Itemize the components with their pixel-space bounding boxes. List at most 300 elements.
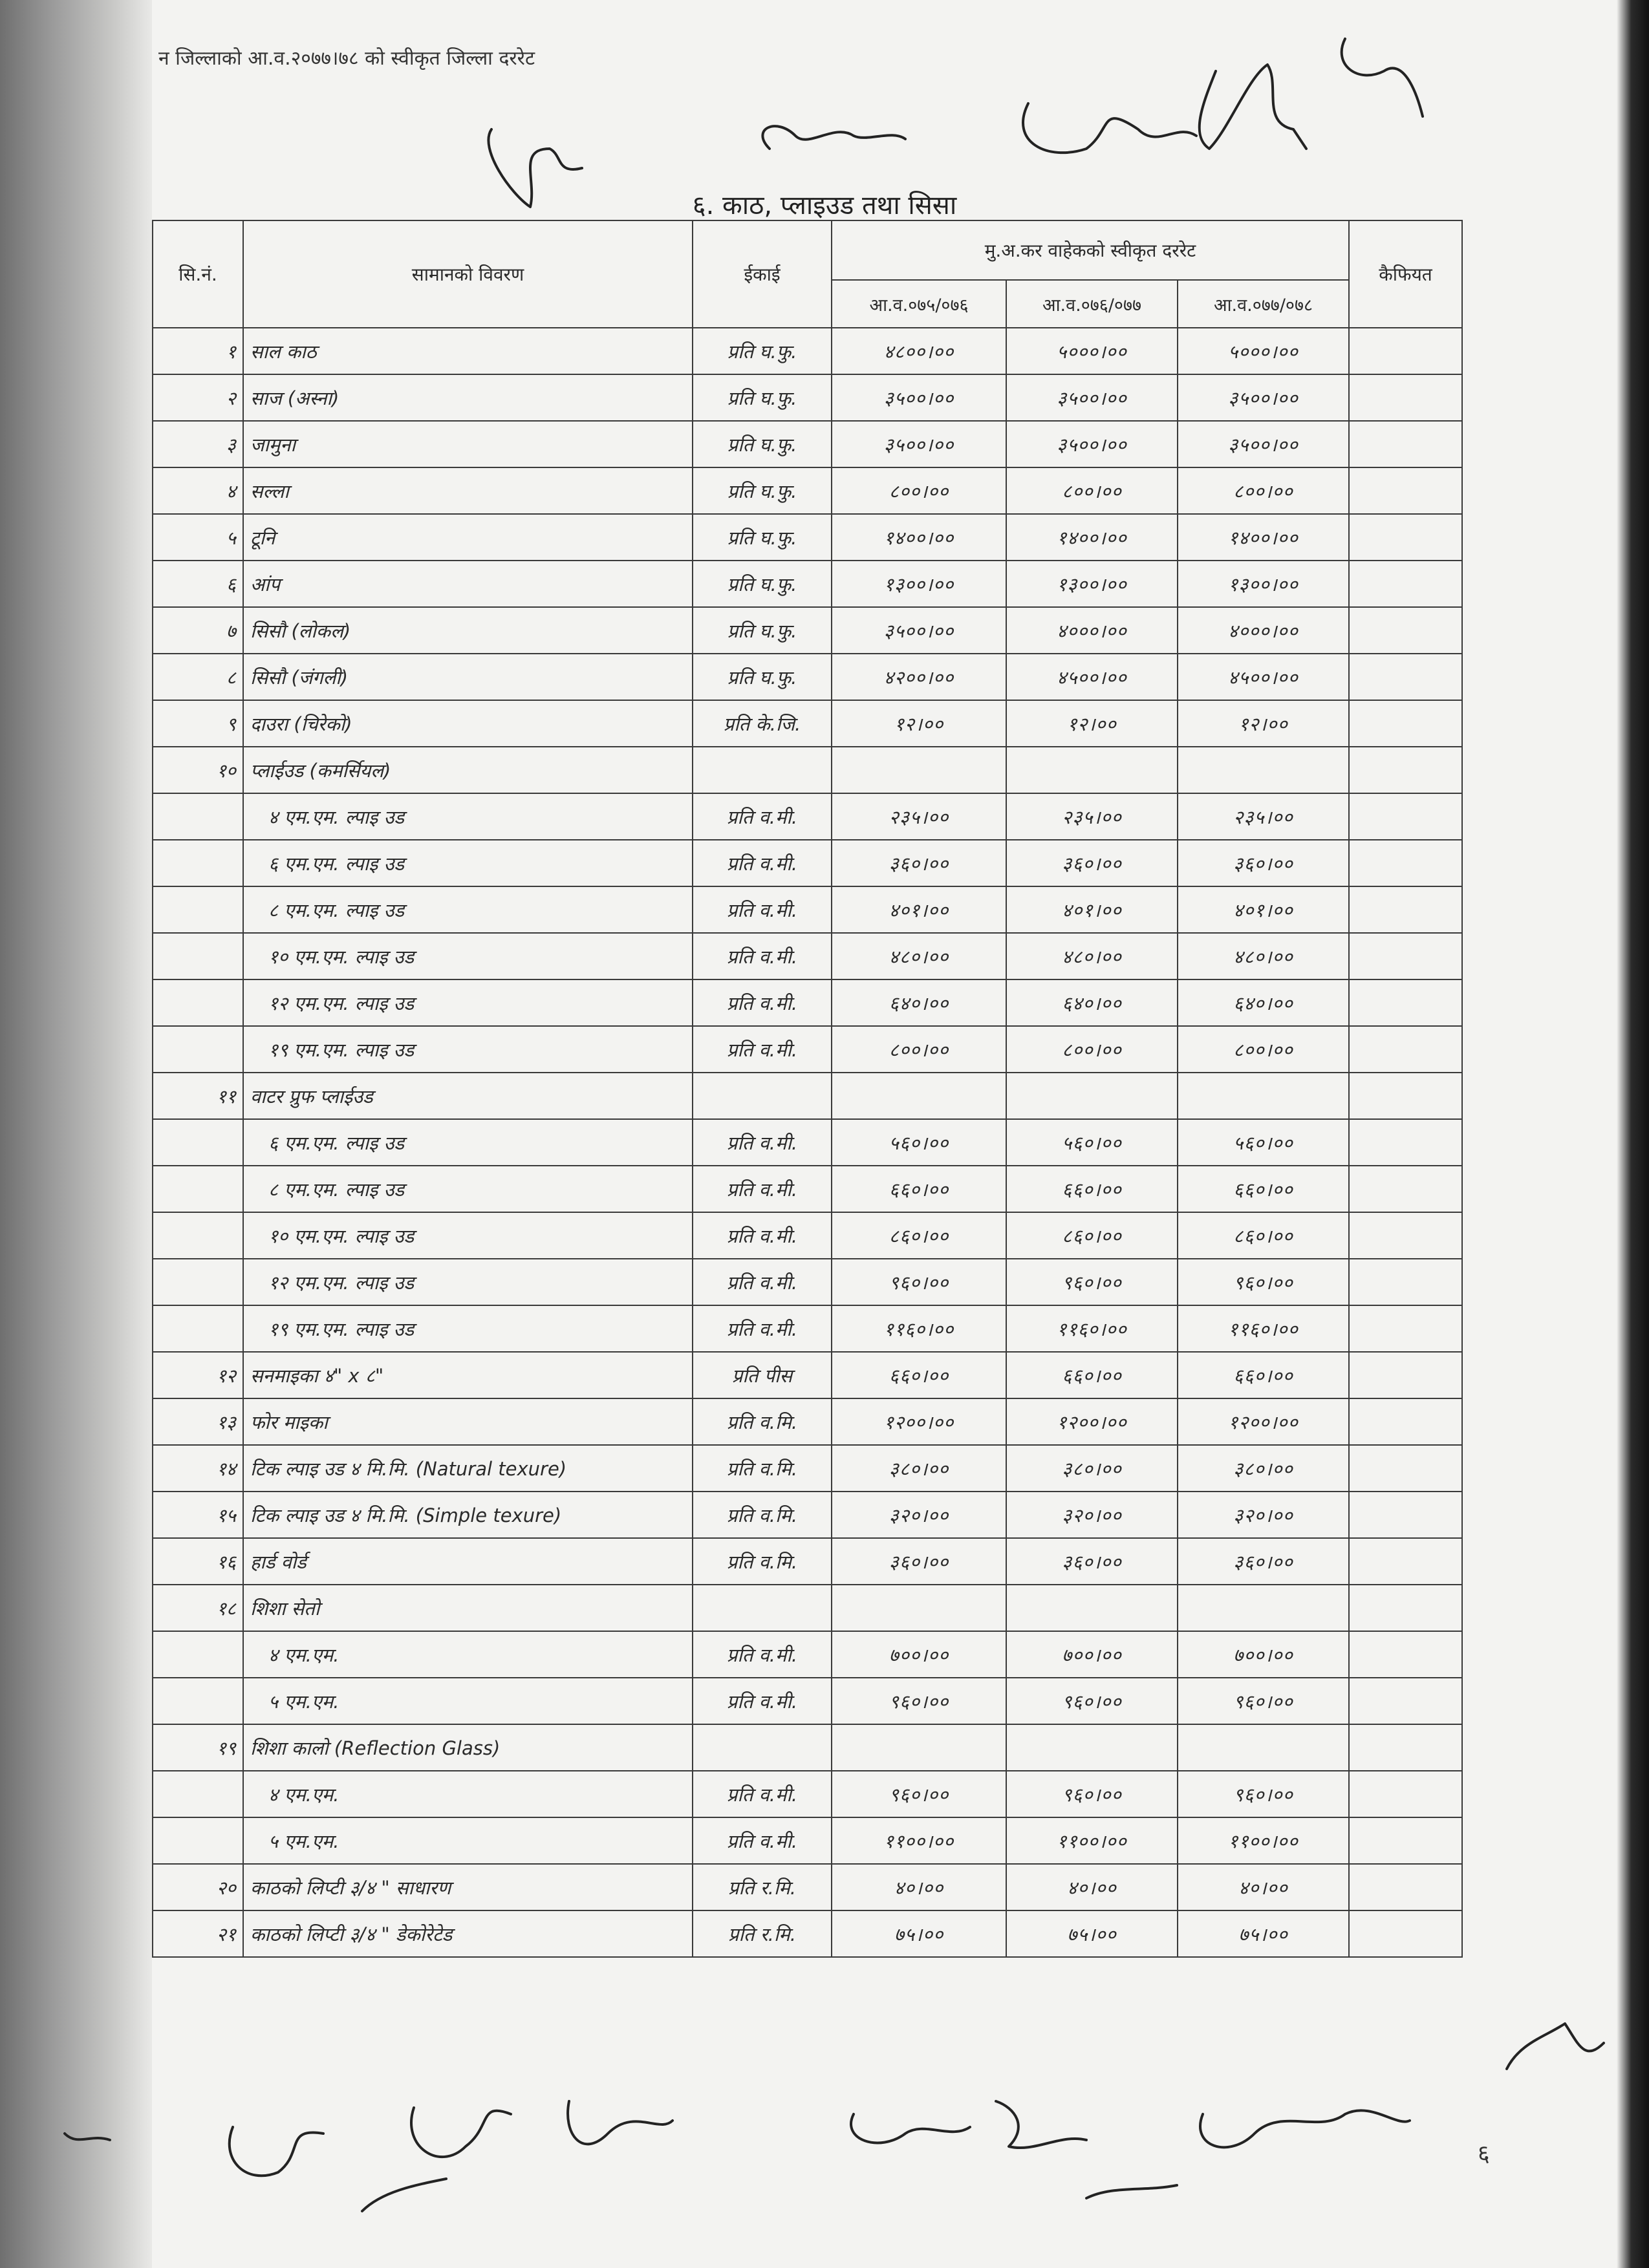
cell-unit: प्रति घ.फु. xyxy=(693,514,832,561)
cell-sn: ८ xyxy=(153,654,243,700)
cell-remarks xyxy=(1349,1445,1462,1492)
cell-sn: १९ xyxy=(153,1724,243,1771)
cell-remarks xyxy=(1349,1631,1462,1678)
cell-rate-fy3: ५०००।०० xyxy=(1178,328,1349,374)
cell-rate-fy2 xyxy=(1006,747,1178,793)
cell-sn: ६ xyxy=(153,561,243,607)
cell-rate-fy1: ४८००।०० xyxy=(832,328,1006,374)
cell-description: फोर माइका xyxy=(243,1398,693,1445)
cell-sn xyxy=(153,1305,243,1352)
cell-remarks xyxy=(1349,421,1462,467)
cell-rate-fy1: १२।०० xyxy=(832,700,1006,747)
table-row xyxy=(153,1305,1462,1352)
table-row xyxy=(153,1910,1462,1957)
cell-unit: प्रति व.मी. xyxy=(693,886,832,933)
cell-sn xyxy=(153,1817,243,1864)
scan-edge xyxy=(1617,0,1649,2268)
cell-rate-fy3: ९६०।०० xyxy=(1178,1259,1349,1305)
cell-unit: प्रति व.मी. xyxy=(693,840,832,886)
table-row xyxy=(153,328,1462,374)
cell-rate-fy1: ८००।०० xyxy=(832,1026,1006,1073)
cell-remarks xyxy=(1349,793,1462,840)
table-row xyxy=(153,1585,1462,1631)
cell-remarks xyxy=(1349,1259,1462,1305)
cell-rate-fy2: ८००।०० xyxy=(1006,1026,1178,1073)
cell-remarks xyxy=(1349,1026,1462,1073)
cell-description: शिशा कालो (Reflection Glass) xyxy=(243,1724,693,1771)
cell-description: साल काठ xyxy=(243,328,693,374)
cell-description: १९ एम.एम. ल्पाइ उड xyxy=(243,1026,693,1073)
cell-rate-fy1: १२००।०० xyxy=(832,1398,1006,1445)
cell-remarks xyxy=(1349,1585,1462,1631)
cell-rate-fy1: १४००।०० xyxy=(832,514,1006,561)
table-row xyxy=(153,421,1462,467)
cell-description: काठको लिप्टी ३/४ " डेकोरेटेड xyxy=(243,1910,693,1957)
cell-remarks xyxy=(1349,886,1462,933)
table-row xyxy=(153,374,1462,421)
cell-rate-fy2: ६६०।०० xyxy=(1006,1166,1178,1212)
cell-unit: प्रति व.मि. xyxy=(693,1492,832,1538)
cell-rate-fy2: ५६०।०० xyxy=(1006,1119,1178,1166)
cell-rate-fy1: ७००।०० xyxy=(832,1631,1006,1678)
cell-remarks xyxy=(1349,607,1462,654)
table-row xyxy=(153,1026,1462,1073)
cell-rate-fy3: ४८०।०० xyxy=(1178,933,1349,979)
cell-sn: २१ xyxy=(153,1910,243,1957)
cell-rate-fy3: ९६०।०० xyxy=(1178,1678,1349,1724)
col-fy3-header: आ.व.०७७/०७८ xyxy=(1178,280,1349,328)
cell-description: टूनि xyxy=(243,514,693,561)
signature-top-4 xyxy=(1200,39,1423,149)
cell-remarks xyxy=(1349,1398,1462,1445)
cell-remarks xyxy=(1349,1910,1462,1957)
cell-rate-fy2: २३५।०० xyxy=(1006,793,1178,840)
cell-unit xyxy=(693,1724,832,1771)
cell-description: ६ एम.एम. ल्पाइ उड xyxy=(243,1119,693,1166)
cell-remarks xyxy=(1349,654,1462,700)
cell-rate-fy2 xyxy=(1006,1724,1178,1771)
cell-sn xyxy=(153,1212,243,1259)
cell-rate-fy2 xyxy=(1006,1585,1178,1631)
table-row xyxy=(153,1817,1462,1864)
cell-rate-fy1: ८६०।०० xyxy=(832,1212,1006,1259)
signature-bottom-row xyxy=(65,2024,1604,2211)
cell-sn xyxy=(153,933,243,979)
cell-unit xyxy=(693,1073,832,1119)
cell-rate-fy1: ६६०।०० xyxy=(832,1352,1006,1398)
cell-rate-fy2: १२००।०० xyxy=(1006,1398,1178,1445)
cell-rate-fy2: ४०००।०० xyxy=(1006,607,1178,654)
table-row xyxy=(153,1352,1462,1398)
cell-sn: १५ xyxy=(153,1492,243,1538)
cell-unit: प्रति घ.फु. xyxy=(693,374,832,421)
cell-rate-fy2 xyxy=(1006,1073,1178,1119)
cell-rate-fy3: २३५।०० xyxy=(1178,793,1349,840)
cell-unit: प्रति घ.फु. xyxy=(693,654,832,700)
cell-description: दाउरा (चिरेको) xyxy=(243,700,693,747)
cell-rate-fy3: ८००।०० xyxy=(1178,1026,1349,1073)
cell-rate-fy2: ४०।०० xyxy=(1006,1864,1178,1910)
cell-sn xyxy=(153,1119,243,1166)
page-number: ६ xyxy=(1478,2141,1490,2167)
cell-sn: ४ xyxy=(153,467,243,514)
cell-rate-fy2: ३६०।०० xyxy=(1006,840,1178,886)
cell-description: १९ एम.एम. ल्पाइ उड xyxy=(243,1305,693,1352)
cell-rate-fy1: ३५००।०० xyxy=(832,374,1006,421)
cell-rate-fy3: ४०।०० xyxy=(1178,1864,1349,1910)
cell-rate-fy1: ९६०।०० xyxy=(832,1678,1006,1724)
cell-remarks xyxy=(1349,700,1462,747)
cell-unit: प्रति व.मी. xyxy=(693,1119,832,1166)
cell-rate-fy2: ३८०।०० xyxy=(1006,1445,1178,1492)
cell-sn xyxy=(153,793,243,840)
table-row xyxy=(153,1119,1462,1166)
cell-rate-fy2: ९६०।०० xyxy=(1006,1259,1178,1305)
cell-sn: २ xyxy=(153,374,243,421)
cell-rate-fy1: ३५००।०० xyxy=(832,421,1006,467)
cell-rate-fy1: ४८०।०० xyxy=(832,933,1006,979)
cell-rate-fy1: ४०१।०० xyxy=(832,886,1006,933)
cell-rate-fy2: ३५००।०० xyxy=(1006,421,1178,467)
cell-remarks xyxy=(1349,1724,1462,1771)
table-row xyxy=(153,514,1462,561)
cell-remarks xyxy=(1349,979,1462,1026)
cell-rate-fy2: ७५।०० xyxy=(1006,1910,1178,1957)
cell-rate-fy2: ४८०।०० xyxy=(1006,933,1178,979)
cell-description: टिक ल्पाइ उड ४ मि.मि. (Natural texure) xyxy=(243,1445,693,1492)
cell-sn xyxy=(153,1166,243,1212)
cell-description: आंप xyxy=(243,561,693,607)
table-row xyxy=(153,1864,1462,1910)
cell-remarks xyxy=(1349,747,1462,793)
cell-rate-fy1: २३५।०० xyxy=(832,793,1006,840)
cell-sn xyxy=(153,1771,243,1817)
cell-sn: १ xyxy=(153,328,243,374)
table-row xyxy=(153,1678,1462,1724)
cell-rate-fy1: ९६०।०० xyxy=(832,1771,1006,1817)
cell-unit: प्रति व.मी. xyxy=(693,1631,832,1678)
cell-unit: प्रति व.मी. xyxy=(693,979,832,1026)
cell-rate-fy3: ४०००।०० xyxy=(1178,607,1349,654)
table-row xyxy=(153,1492,1462,1538)
table-row xyxy=(153,1724,1462,1771)
cell-sn: ७ xyxy=(153,607,243,654)
cell-rate-fy3 xyxy=(1178,1724,1349,1771)
cell-rate-fy3: १४००।०० xyxy=(1178,514,1349,561)
cell-description: ५ एम.एम. xyxy=(243,1678,693,1724)
cell-unit: प्रति व.मि. xyxy=(693,1445,832,1492)
cell-remarks xyxy=(1349,1352,1462,1398)
page-header: न जिल्लाको आ.व.२०७७।७८ को स्वीकृत जिल्ला दररेट xyxy=(158,47,535,70)
signature-top-3 xyxy=(1023,103,1196,153)
cell-remarks xyxy=(1349,467,1462,514)
cell-description: १० एम.एम. ल्पाइ उड xyxy=(243,933,693,979)
cell-rate-fy1 xyxy=(832,1073,1006,1119)
cell-rate-fy1: ३६०।०० xyxy=(832,1538,1006,1585)
table-row xyxy=(153,1166,1462,1212)
cell-rate-fy1: ४२००।०० xyxy=(832,654,1006,700)
cell-rate-fy3: ८००।०० xyxy=(1178,467,1349,514)
cell-rate-fy3: ७५।०० xyxy=(1178,1910,1349,1957)
table-body xyxy=(153,328,1462,1957)
cell-unit: प्रति र.मि. xyxy=(693,1864,832,1910)
cell-rate-fy2: ८६०।०० xyxy=(1006,1212,1178,1259)
cell-rate-fy3 xyxy=(1178,1073,1349,1119)
table-row xyxy=(153,1398,1462,1445)
cell-description: काठको लिप्टी ३/४ " साधारण xyxy=(243,1864,693,1910)
cell-rate-fy3 xyxy=(1178,1585,1349,1631)
cell-rate-fy1: ११६०।०० xyxy=(832,1305,1006,1352)
cell-unit: प्रति घ.फु. xyxy=(693,328,832,374)
cell-rate-fy3: ७००।०० xyxy=(1178,1631,1349,1678)
cell-rate-fy2: ९६०।०० xyxy=(1006,1771,1178,1817)
cell-sn xyxy=(153,1631,243,1678)
table-row xyxy=(153,561,1462,607)
cell-rate-fy3: ८६०।०० xyxy=(1178,1212,1349,1259)
table-row xyxy=(153,654,1462,700)
cell-rate-fy2: ६६०।०० xyxy=(1006,1352,1178,1398)
cell-sn: ११ xyxy=(153,1073,243,1119)
cell-unit: प्रति र.मि. xyxy=(693,1910,832,1957)
table-row xyxy=(153,1259,1462,1305)
table-row xyxy=(153,607,1462,654)
cell-description: ४ एम.एम. xyxy=(243,1631,693,1678)
cell-sn: १२ xyxy=(153,1352,243,1398)
cell-description: ४ एम.एम. ल्पाइ उड xyxy=(243,793,693,840)
cell-rate-fy1 xyxy=(832,747,1006,793)
cell-rate-fy3: ५६०।०० xyxy=(1178,1119,1349,1166)
cell-rate-fy1: १३००।०० xyxy=(832,561,1006,607)
cell-unit xyxy=(693,1585,832,1631)
col-fy1-header: आ.व.०७५/०७६ xyxy=(832,280,1006,328)
cell-rate-fy1: ११००।०० xyxy=(832,1817,1006,1864)
table-row xyxy=(153,1538,1462,1585)
binder-edge xyxy=(0,0,152,2268)
cell-description: ५ एम.एम. xyxy=(243,1817,693,1864)
cell-rate-fy1: ८००।०० xyxy=(832,467,1006,514)
table-row xyxy=(153,886,1462,933)
cell-rate-fy1: ४०।०० xyxy=(832,1864,1006,1910)
cell-description: वाटर प्रुफ प्लाईउड xyxy=(243,1073,693,1119)
cell-sn: १४ xyxy=(153,1445,243,1492)
cell-rate-fy2: ६४०।०० xyxy=(1006,979,1178,1026)
cell-remarks xyxy=(1349,1678,1462,1724)
cell-rate-fy3: ४५००।०० xyxy=(1178,654,1349,700)
cell-rate-fy2: १२।०० xyxy=(1006,700,1178,747)
cell-rate-fy2: १३००।०० xyxy=(1006,561,1178,607)
cell-unit: प्रति व.मी. xyxy=(693,1678,832,1724)
cell-unit: प्रति घ.फु. xyxy=(693,421,832,467)
cell-rate-fy3: ६४०।०० xyxy=(1178,979,1349,1026)
cell-unit: प्रति पीस xyxy=(693,1352,832,1398)
cell-remarks xyxy=(1349,1305,1462,1352)
cell-rate-fy3: ६६०।०० xyxy=(1178,1352,1349,1398)
cell-remarks xyxy=(1349,1166,1462,1212)
cell-remarks xyxy=(1349,1817,1462,1864)
table-row xyxy=(153,1073,1462,1119)
cell-rate-fy2: ७००।०० xyxy=(1006,1631,1178,1678)
cell-unit: प्रति व.मी. xyxy=(693,1026,832,1073)
cell-sn xyxy=(153,1026,243,1073)
cell-sn xyxy=(153,979,243,1026)
cell-remarks xyxy=(1349,374,1462,421)
cell-rate-fy3 xyxy=(1178,747,1349,793)
cell-sn xyxy=(153,840,243,886)
cell-remarks xyxy=(1349,1864,1462,1910)
cell-remarks xyxy=(1349,840,1462,886)
cell-rate-fy2: ५०००।०० xyxy=(1006,328,1178,374)
cell-unit: प्रति व.मि. xyxy=(693,1398,832,1445)
cell-rate-fy3: ३६०।०० xyxy=(1178,1538,1349,1585)
cell-unit: प्रति घ.फु. xyxy=(693,561,832,607)
cell-rate-fy2: ४५००।०० xyxy=(1006,654,1178,700)
cell-description: सल्ला xyxy=(243,467,693,514)
cell-unit: प्रति व.मि. xyxy=(693,1538,832,1585)
cell-sn xyxy=(153,886,243,933)
cell-description: ६ एम.एम. ल्पाइ उड xyxy=(243,840,693,886)
cell-description: हार्ड वोर्ड xyxy=(243,1538,693,1585)
cell-description: ४ एम.एम. xyxy=(243,1771,693,1817)
signature-top-2 xyxy=(762,126,905,149)
cell-unit: प्रति व.मी. xyxy=(693,1771,832,1817)
table-row xyxy=(153,747,1462,793)
header-row xyxy=(153,220,1462,280)
cell-remarks xyxy=(1349,1119,1462,1166)
cell-rate-fy3: ११६०।०० xyxy=(1178,1305,1349,1352)
cell-description: सिसौ (लोकल) xyxy=(243,607,693,654)
cell-sn: १० xyxy=(153,747,243,793)
cell-rate-fy1 xyxy=(832,1585,1006,1631)
cell-rate-fy1: ३८०।०० xyxy=(832,1445,1006,1492)
cell-rate-fy1: ९६०।०० xyxy=(832,1259,1006,1305)
cell-rate-fy2: ११००।०० xyxy=(1006,1817,1178,1864)
cell-unit: प्रति घ.फु. xyxy=(693,467,832,514)
table-row xyxy=(153,979,1462,1026)
cell-description: १० एम.एम. ल्पाइ उड xyxy=(243,1212,693,1259)
cell-unit: प्रति व.मी. xyxy=(693,1259,832,1305)
cell-rate-fy2: १४००।०० xyxy=(1006,514,1178,561)
cell-description: जामुना xyxy=(243,421,693,467)
cell-unit: प्रति के.जि. xyxy=(693,700,832,747)
cell-remarks xyxy=(1349,561,1462,607)
col-rate-group-header: मु.अ.कर वाहेकको स्वीकृत दररेट xyxy=(832,220,1349,280)
col-remarks-header: कैफियत xyxy=(1349,220,1462,328)
table-row xyxy=(153,1631,1462,1678)
cell-rate-fy3: १३००।०० xyxy=(1178,561,1349,607)
col-unit-header: ईकाई xyxy=(693,220,832,328)
col-description-header: सामानको विवरण xyxy=(243,220,693,328)
cell-unit: प्रति व.मी. xyxy=(693,1166,832,1212)
cell-rate-fy2: ३६०।०० xyxy=(1006,1538,1178,1585)
cell-unit: प्रति व.मी. xyxy=(693,1212,832,1259)
cell-remarks xyxy=(1349,933,1462,979)
cell-description: टिक ल्पाइ उड ४ मि.मि. (Simple texure) xyxy=(243,1492,693,1538)
cell-rate-fy1: ७५।०० xyxy=(832,1910,1006,1957)
cell-rate-fy1: ६६०।०० xyxy=(832,1166,1006,1212)
cell-sn xyxy=(153,1259,243,1305)
cell-remarks xyxy=(1349,1771,1462,1817)
cell-rate-fy2: ३५००।०० xyxy=(1006,374,1178,421)
table-row xyxy=(153,1212,1462,1259)
cell-description: १२ एम.एम. ल्पाइ उड xyxy=(243,1259,693,1305)
cell-unit: प्रति व.मी. xyxy=(693,1305,832,1352)
cell-rate-fy1 xyxy=(832,1724,1006,1771)
cell-rate-fy3: ३८०।०० xyxy=(1178,1445,1349,1492)
cell-rate-fy1: ५६०।०० xyxy=(832,1119,1006,1166)
cell-rate-fy3: ३६०।०० xyxy=(1178,840,1349,886)
cell-rate-fy3: ४०१।०० xyxy=(1178,886,1349,933)
cell-rate-fy3: ९६०।०० xyxy=(1178,1771,1349,1817)
cell-sn: १६ xyxy=(153,1538,243,1585)
cell-rate-fy1: ३५००।०० xyxy=(832,607,1006,654)
table-row xyxy=(153,793,1462,840)
cell-rate-fy2: ११६०।०० xyxy=(1006,1305,1178,1352)
cell-description: प्लाईउड (कमर्सियल) xyxy=(243,747,693,793)
cell-rate-fy2: ८००।०० xyxy=(1006,467,1178,514)
cell-sn: १८ xyxy=(153,1585,243,1631)
cell-remarks xyxy=(1349,328,1462,374)
rate-table xyxy=(152,220,1463,1958)
cell-rate-fy3: १२००।०० xyxy=(1178,1398,1349,1445)
cell-remarks xyxy=(1349,514,1462,561)
cell-unit: प्रति व.मी. xyxy=(693,1817,832,1864)
cell-unit: प्रति व.मी. xyxy=(693,793,832,840)
table-row xyxy=(153,467,1462,514)
cell-sn: १३ xyxy=(153,1398,243,1445)
cell-description: शिशा सेतो xyxy=(243,1585,693,1631)
table-row xyxy=(153,933,1462,979)
cell-unit: प्रति घ.फु. xyxy=(693,607,832,654)
table-row xyxy=(153,840,1462,886)
cell-unit: प्रति व.मी. xyxy=(693,933,832,979)
cell-rate-fy2: ९६०।०० xyxy=(1006,1678,1178,1724)
cell-remarks xyxy=(1349,1492,1462,1538)
section-title: ६. काठ, प्लाइउड तथा सिसा xyxy=(692,191,957,220)
cell-rate-fy2: ३२०।०० xyxy=(1006,1492,1178,1538)
table-row xyxy=(153,700,1462,747)
cell-rate-fy3: १२।०० xyxy=(1178,700,1349,747)
cell-rate-fy3: ३२०।०० xyxy=(1178,1492,1349,1538)
cell-remarks xyxy=(1349,1538,1462,1585)
cell-rate-fy3: ३५००।०० xyxy=(1178,421,1349,467)
cell-rate-fy3: ११००।०० xyxy=(1178,1817,1349,1864)
cell-sn xyxy=(153,1678,243,1724)
col-sn-header: सि.नं. xyxy=(153,220,243,328)
table-row xyxy=(153,1771,1462,1817)
cell-rate-fy3: ६६०।०० xyxy=(1178,1166,1349,1212)
cell-rate-fy1: ६४०।०० xyxy=(832,979,1006,1026)
cell-remarks xyxy=(1349,1212,1462,1259)
cell-description: ८ एम.एम. ल्पाइ उड xyxy=(243,1166,693,1212)
cell-sn: २० xyxy=(153,1864,243,1910)
cell-rate-fy2: ४०१।०० xyxy=(1006,886,1178,933)
cell-unit xyxy=(693,747,832,793)
cell-description: ८ एम.एम. ल्पाइ उड xyxy=(243,886,693,933)
cell-sn: ५ xyxy=(153,514,243,561)
cell-rate-fy1: ३२०।०० xyxy=(832,1492,1006,1538)
table-row xyxy=(153,1445,1462,1492)
cell-description: १२ एम.एम. ल्पाइ उड xyxy=(243,979,693,1026)
cell-sn: ३ xyxy=(153,421,243,467)
cell-description: सिसौ (जंगली) xyxy=(243,654,693,700)
cell-description: सनमाइका ४" x ८" xyxy=(243,1352,693,1398)
cell-sn: ९ xyxy=(153,700,243,747)
cell-rate-fy3: ३५००।०० xyxy=(1178,374,1349,421)
col-fy2-header: आ.व.०७६/०७७ xyxy=(1006,280,1178,328)
cell-remarks xyxy=(1349,1073,1462,1119)
cell-description: साज (अस्ना) xyxy=(243,374,693,421)
cell-rate-fy1: ३६०।०० xyxy=(832,840,1006,886)
